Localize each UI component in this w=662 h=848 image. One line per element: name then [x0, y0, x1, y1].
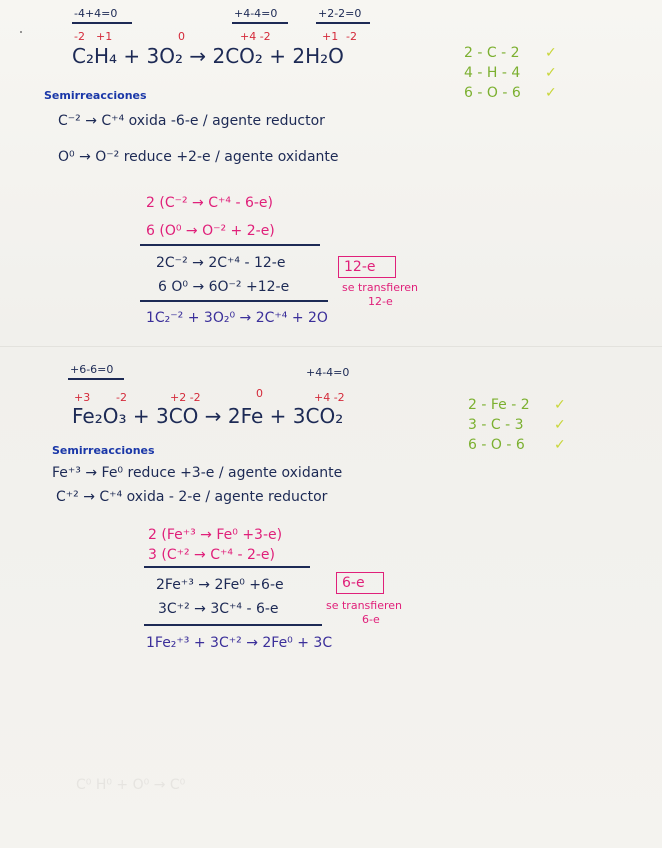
- transfer-note-amount: 12-e: [368, 295, 393, 308]
- atom-count: 6 - O - 6: [468, 437, 525, 453]
- sum-line: [140, 300, 328, 302]
- ox-number: 0: [178, 30, 185, 43]
- transfer-note: se transfieren: [342, 281, 418, 294]
- multiplied-half-1: 2 (Fe⁺³ → Fe⁰ +3-e): [148, 527, 283, 543]
- balance-check-1: +6-6=0: [70, 363, 114, 376]
- section-title: Semirreacciones: [52, 444, 155, 457]
- net-equation: 1C₂⁻² + 3O₂⁰ → 2C⁺⁴ + 2O: [146, 310, 328, 326]
- sum-reaction-2: 6 O⁰ → 6O⁻² +12-e: [158, 279, 290, 295]
- ox-number: +4 -2: [314, 391, 345, 404]
- atom-count: 3 - C - 3: [468, 417, 524, 433]
- ox-number: +1: [96, 30, 113, 43]
- sum-reaction-1: 2C⁻² → 2C⁺⁴ - 12-e: [156, 255, 286, 271]
- checkmark-icon: ✓: [554, 417, 566, 433]
- half-reaction-1: C⁻² → C⁺⁴ oxida -6-e / agente reductor: [58, 113, 325, 129]
- pen-dot: [20, 31, 22, 33]
- atom-count: 4 - H - 4: [464, 65, 521, 81]
- chemical-equation: Fe₂O₃ + 3CO → 2Fe + 3CO₂: [72, 404, 344, 428]
- half-reaction-2: C⁺² → C⁺⁴ oxida - 2-e / agente reductor: [56, 489, 328, 505]
- chemical-equation: C₂H₄ + 3O₂ → 2CO₂ + 2H₂O: [72, 44, 344, 68]
- checkmark-icon: ✓: [554, 437, 566, 453]
- sum-line: [144, 624, 322, 626]
- sum-line: [144, 566, 310, 568]
- transfer-note-amount: 6-e: [362, 613, 380, 626]
- ox-number: +1: [322, 30, 339, 43]
- ox-number: -2: [346, 30, 357, 43]
- multiplied-half-2: 3 (C⁺² → C⁺⁴ - 2-e): [148, 547, 275, 563]
- ox-number: 0: [256, 387, 263, 400]
- atom-count: 6 - O - 6: [464, 85, 521, 101]
- ox-number: +4 -2: [240, 30, 271, 43]
- net-equation: 1Fe₂⁺³ + 3C⁺² → 2Fe⁰ + 3C: [146, 635, 333, 651]
- section-title: Semirreacciones: [44, 89, 147, 102]
- underline: [316, 22, 370, 24]
- ox-number: +3: [74, 391, 91, 404]
- underline: [68, 378, 124, 380]
- multiplied-half-1: 2 (C⁻² → C⁺⁴ - 6-e): [146, 195, 273, 211]
- checkmark-icon: ✓: [545, 65, 557, 81]
- underline: [72, 22, 132, 24]
- ox-number: -2: [74, 30, 85, 43]
- electron-box-label: 12-e: [344, 259, 376, 275]
- atom-count: 2 - Fe - 2: [468, 397, 530, 413]
- atom-count: 2 - C - 2: [464, 45, 520, 61]
- half-reaction-2: O⁰ → O⁻² reduce +2-e / agente oxidante: [58, 149, 339, 165]
- sum-reaction-2: 3C⁺² → 3C⁺⁴ - 6-e: [158, 601, 279, 617]
- multiplied-half-2: 6 (O⁰ → O⁻² + 2-e): [146, 223, 275, 239]
- checkmark-icon: ✓: [554, 397, 566, 413]
- transfer-note: se transfieren: [326, 599, 402, 612]
- page-fold: [0, 346, 662, 347]
- checkmark-icon: ✓: [545, 45, 557, 61]
- balance-check-2: +4-4=0: [306, 366, 350, 379]
- underline: [232, 22, 288, 24]
- balance-check-2: +4-4=0: [234, 7, 278, 20]
- electron-box-label: 6-e: [342, 575, 365, 591]
- balance-check-1: -4+4=0: [74, 7, 118, 20]
- sum-reaction-1: 2Fe⁺³ → 2Fe⁰ +6-e: [156, 577, 284, 593]
- checkmark-icon: ✓: [545, 85, 557, 101]
- ox-number: -2: [116, 391, 127, 404]
- bleed-through-text: C⁰ H⁰ + O⁰ → C⁰: [76, 777, 186, 793]
- sum-line: [140, 244, 320, 246]
- balance-check-3: +2-2=0: [318, 7, 362, 20]
- half-reaction-1: Fe⁺³ → Fe⁰ reduce +3-e / agente oxidante: [52, 465, 343, 481]
- ox-number: +2 -2: [170, 391, 201, 404]
